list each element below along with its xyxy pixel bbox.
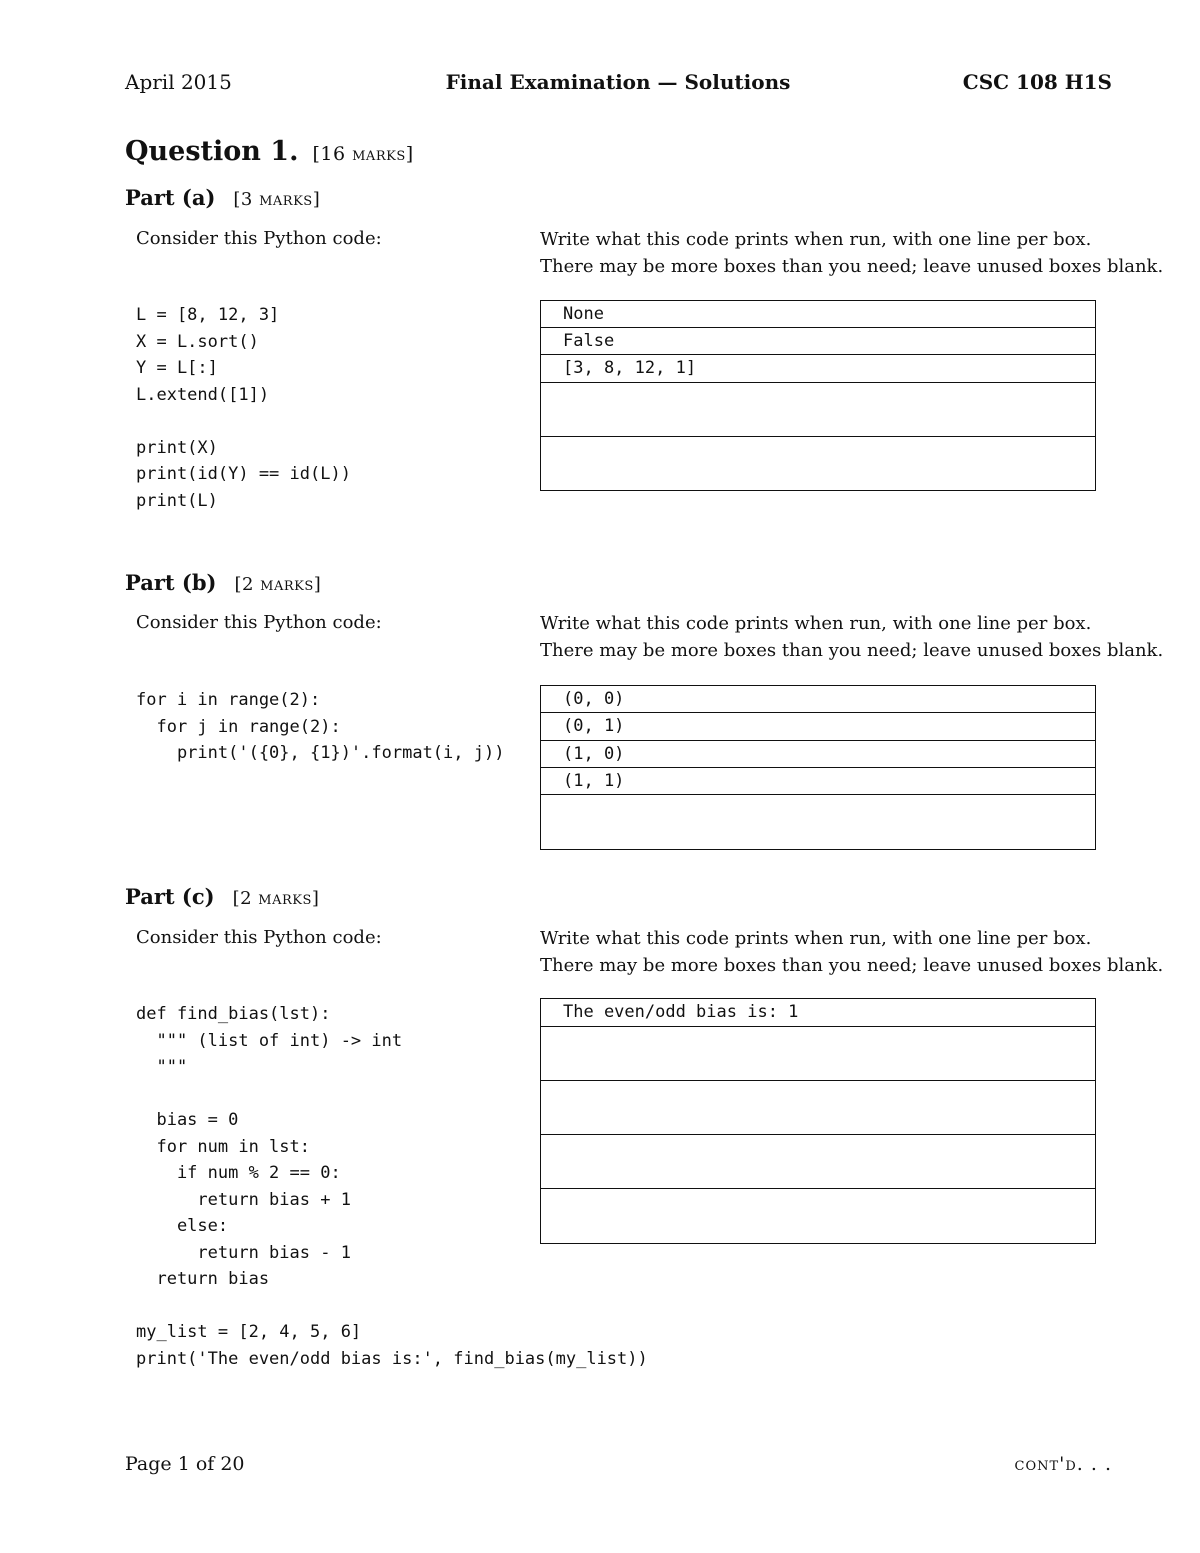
answer-row <box>541 437 1095 490</box>
question-title-text: Question 1. <box>125 136 299 167</box>
answer-row <box>541 1189 1095 1243</box>
question-title <box>125 136 414 167</box>
header-course: CSC 108 H1S <box>962 70 1112 94</box>
part-c-instr-line2: There may be more boxes than you need; leave unused boxes blank. <box>540 955 1164 976</box>
continued-note: cont'd. . . <box>1014 1453 1112 1475</box>
part-b-instructions <box>540 610 1163 664</box>
page-number: Page 1 of 20 <box>125 1453 245 1475</box>
answer-row: (1, 0) <box>541 741 1095 768</box>
part-b-title <box>125 570 321 595</box>
part-b-instr-line2: There may be more boxes than you need; leave unused boxes blank. <box>540 640 1164 661</box>
part-c-consider: Consider this Python code: <box>136 927 382 948</box>
part-c-code: def find_bias(lst): """ (list of int) -> int """ bias = 0 for num in lst: if num % 2 == 0: return bias + 1 else: return bias - 1 return bias my_list = [2, 4, 5, 6] print('The even/odd bias is:', find_bias(my_list)) <box>136 1004 648 1369</box>
answer-row <box>541 1027 1095 1081</box>
part-c-marks: [2 marks] <box>232 888 320 909</box>
part-c-instr-line1: Write what this code prints when run, with one line per box. <box>540 928 1092 949</box>
part-c-instructions <box>540 925 1163 979</box>
answer-row: [3, 8, 12, 1] <box>541 355 1095 383</box>
answer-row: False <box>541 328 1095 355</box>
part-a-answer-box <box>540 300 1096 491</box>
part-a-code: L = [8, 12, 3] X = L.sort() Y = L[:] L.extend([1]) print(X) print(id(Y) == id(L)) print(L) <box>136 305 351 511</box>
header-date: April 2015 <box>125 70 232 94</box>
answer-row: (0, 1) <box>541 713 1095 741</box>
part-b-instr-line1: Write what this code prints when run, with one line per box. <box>540 613 1092 634</box>
answer-row <box>541 795 1095 849</box>
answer-row <box>541 1135 1095 1189</box>
answer-row: None <box>541 301 1095 328</box>
part-a-instr-line1: Write what this code prints when run, with one line per box. <box>540 229 1092 250</box>
part-a-consider: Consider this Python code: <box>136 228 382 249</box>
part-b-label: Part (b) <box>125 570 217 595</box>
part-c-title <box>125 884 319 909</box>
answer-row: The even/odd bias is: 1 <box>541 999 1095 1027</box>
part-a-marks: [3 marks] <box>233 189 321 210</box>
part-b-code: for i in range(2): for j in range(2): print('({0}, {1})'.format(i, j)) <box>136 690 505 763</box>
part-c-label: Part (c) <box>125 884 215 909</box>
part-a-label: Part (a) <box>125 185 216 210</box>
part-b-marks: [2 marks] <box>234 574 322 595</box>
header-title: Final Examination — Solutions <box>445 70 791 94</box>
part-a-title <box>125 185 320 210</box>
part-c-answer-box <box>540 998 1096 1244</box>
answer-row: (0, 0) <box>541 686 1095 713</box>
question-marks: [16 marks] <box>312 143 414 165</box>
answer-row: (1, 1) <box>541 768 1095 795</box>
part-a-instructions <box>540 226 1163 280</box>
part-a-instr-line2: There may be more boxes than you need; leave unused boxes blank. <box>540 256 1164 277</box>
part-b-consider: Consider this Python code: <box>136 612 382 633</box>
part-b-answer-box <box>540 685 1096 850</box>
answer-row <box>541 1081 1095 1135</box>
answer-row <box>541 383 1095 437</box>
